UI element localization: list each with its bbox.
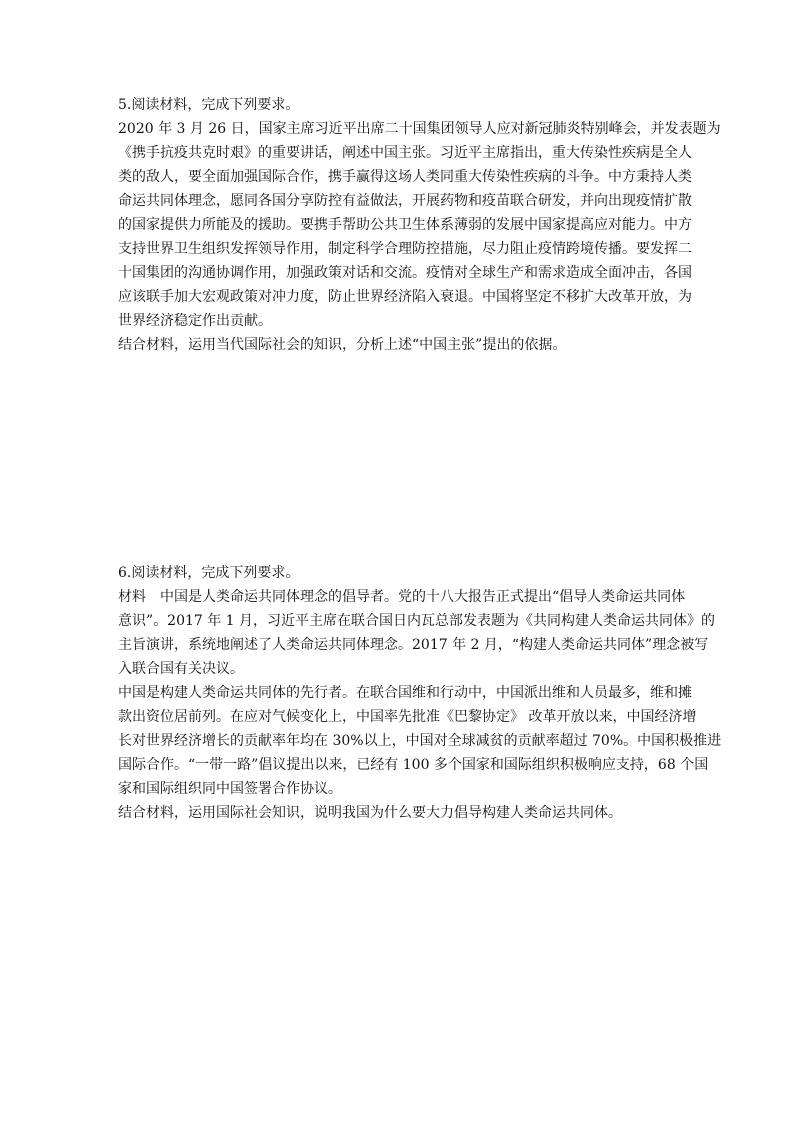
question-5-material-line: 2020 年 3 月 26 日，国家主席习近平出席二十国集团领导人应对新冠肺炎特别峰会，并发表题为: [118, 121, 721, 137]
question-6-material-line: 意识”。2017 年 1 月，习近平主席在联合国日内瓦总部发表题为《共同构建人类命运共同体》的: [118, 613, 716, 629]
question-5-material-line: 类的敌人，要全面加强国际合作，携手赢得这场人类同重大传染性疾病的斗争。中方秉持人类: [118, 169, 692, 185]
question-6-material-line: 主旨演讲，系统地阐述了人类命运共同体理念。2017 年 2 月，“构建人类命运共同体”理念被写: [118, 637, 709, 653]
question-5-material-line: 世界经济稳定作出贡献。: [118, 313, 272, 329]
question-6-material-line: 家和国际组织同中国签署合作协议。: [118, 781, 342, 797]
question-6-material-line: 长对世界经济增长的贡献率年均在 30%以上，中国对全球减贫的贡献率超过 70%。中国积极推进: [118, 733, 722, 749]
question-5: [118, 93, 721, 357]
question-6-material-line: 中国是构建人类命运共同体的先行者。在联合国维和行动中，中国派出维和人员最多，维和摊: [118, 685, 692, 701]
question-5-material-line: 支持世界卫生组织发挥领导作用，制定科学合理防控措施，尽力阻止疫情跨境传播。要发挥二: [118, 241, 692, 257]
question-6-material-line: 材料 中国是人类命运共同体理念的倡导者。党的十八大报告正式提出“倡导人类命运共同体: [118, 589, 686, 605]
question-6-prompt: 结合材料，运用国际社会知识，说明我国为什么要大力倡导构建人类命运共同体。: [118, 805, 622, 821]
question-5-material-line: 命运共同体理念，愿同各国分享防控有益做法，开展药物和疫苗联合研发，并向出现疫情扩散: [118, 193, 692, 209]
question-6-heading: 6.阅读材料，完成下列要求。: [118, 565, 300, 581]
question-5-material-line: 《携手抗疫共克时艰》的重要讲话，阐述中国主张。习近平主席指出，重大传染性疾病是全人: [118, 145, 692, 161]
question-5-material-line: 应该联手加大宏观政策对冲力度，防止世界经济陷入衰退。中国将坚定不移扩大改革开放，为: [118, 289, 692, 305]
question-5-material-line: 十国集团的沟通协调作用，加强政策对话和交流。疫情对全球生产和需求造成全面冲击，各国: [118, 265, 692, 281]
question-6-material-line: 入联合国有关决议。: [118, 661, 244, 677]
question-5-prompt: 结合材料，运用当代国际社会的知识，分析上述“中国主张”提出的依据。: [118, 337, 567, 353]
question-6-material-line: 国际合作。“一带一路”倡议提出以来，已经有 100 多个国家和国际组织积极响应支持，68 个国: [118, 757, 709, 773]
question-5-material-line: 的国家提供力所能及的援助。要携手帮助公共卫生体系薄弱的发展中国家提高应对能力。中方: [118, 217, 692, 233]
question-6: [118, 561, 722, 825]
question-6-material-line: 款出资位居前列。在应对气候变化上，中国率先批准《巴黎协定》 改革开放以来，中国经济增: [118, 709, 697, 725]
question-5-heading: 5.阅读材料，完成下列要求。: [118, 97, 300, 113]
